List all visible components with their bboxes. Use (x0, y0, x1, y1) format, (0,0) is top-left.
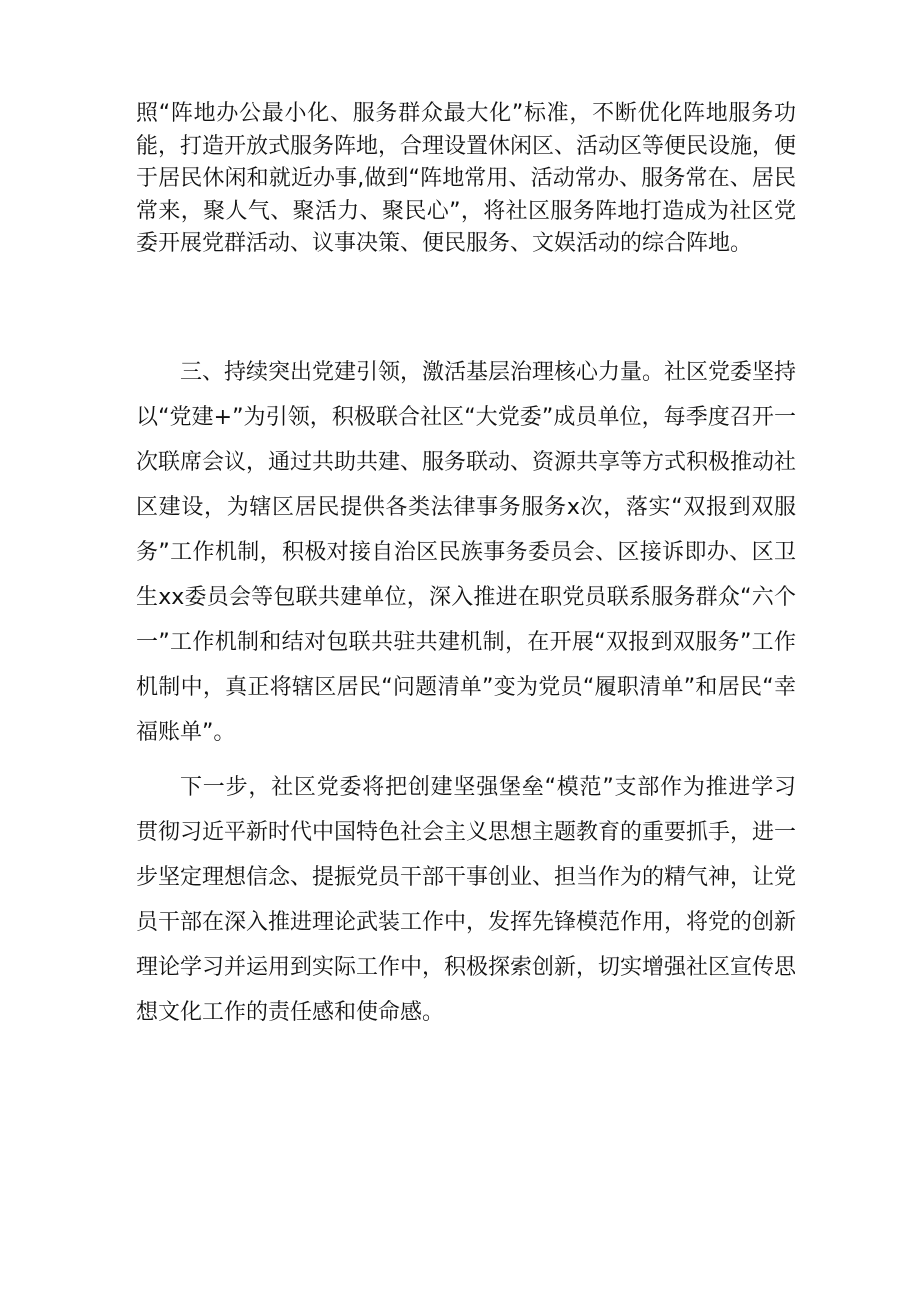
paragraph-section-three: 三、持续突出党建引领，激活基层治理核心力量。社区党委坚持以“党建+”为引领，积极联合社区“大党委”成员单位，每季度召开一次联席会议，通过共助共建、服务联动、资源共享等方式积极推动社区建设，为辖区居民提供各类法律事务服务x次，落实“双报到双服务”工作机制，积极对接自治区民族事务委员会、区接诉即办、区卫生xx委员会等包联共建单位，深入推进在职党员联系服务群众“六个一”工作机制和结对包联共驻共建机制，在开展“双报到双服务”工作机制中，真正将辖区居民“问题清单”变为党员“履职清单”和居民“幸福账单”。 (136, 360, 797, 745)
paragraph-continuation: 照“阵地办公最小化、服务群众最大化”标准，不断优化阵地服务功能，打造开放式服务阵地，合理设置休闲区、活动区等便民设施，便于居民休闲和就近办事,做到“阵地常用、活动常办、服务常在、居民常来，聚人气、聚活力、聚民心”，将社区服务阵地打造成为社区党委开展党群活动、议事决策、便民服务、文娱活动的综合阵地。 (136, 101, 797, 256)
paragraph-next-step: 下一步，社区党委将把创建坚强堡垒“模范”支部作为推进学习贯彻习近平新时代中国特色社会主义思想主题教育的重要抓手，进一步坚定理想信念、提振党员干部干事创业、担当作为的精气神，让党员干部在深入推进理论武装工作中，发挥先锋模范作用，将党的创新理论学习并运用到实际工作中，积极探索创新，切实增强社区宣传思想文化工作的责任感和使命感。 (136, 775, 797, 1025)
